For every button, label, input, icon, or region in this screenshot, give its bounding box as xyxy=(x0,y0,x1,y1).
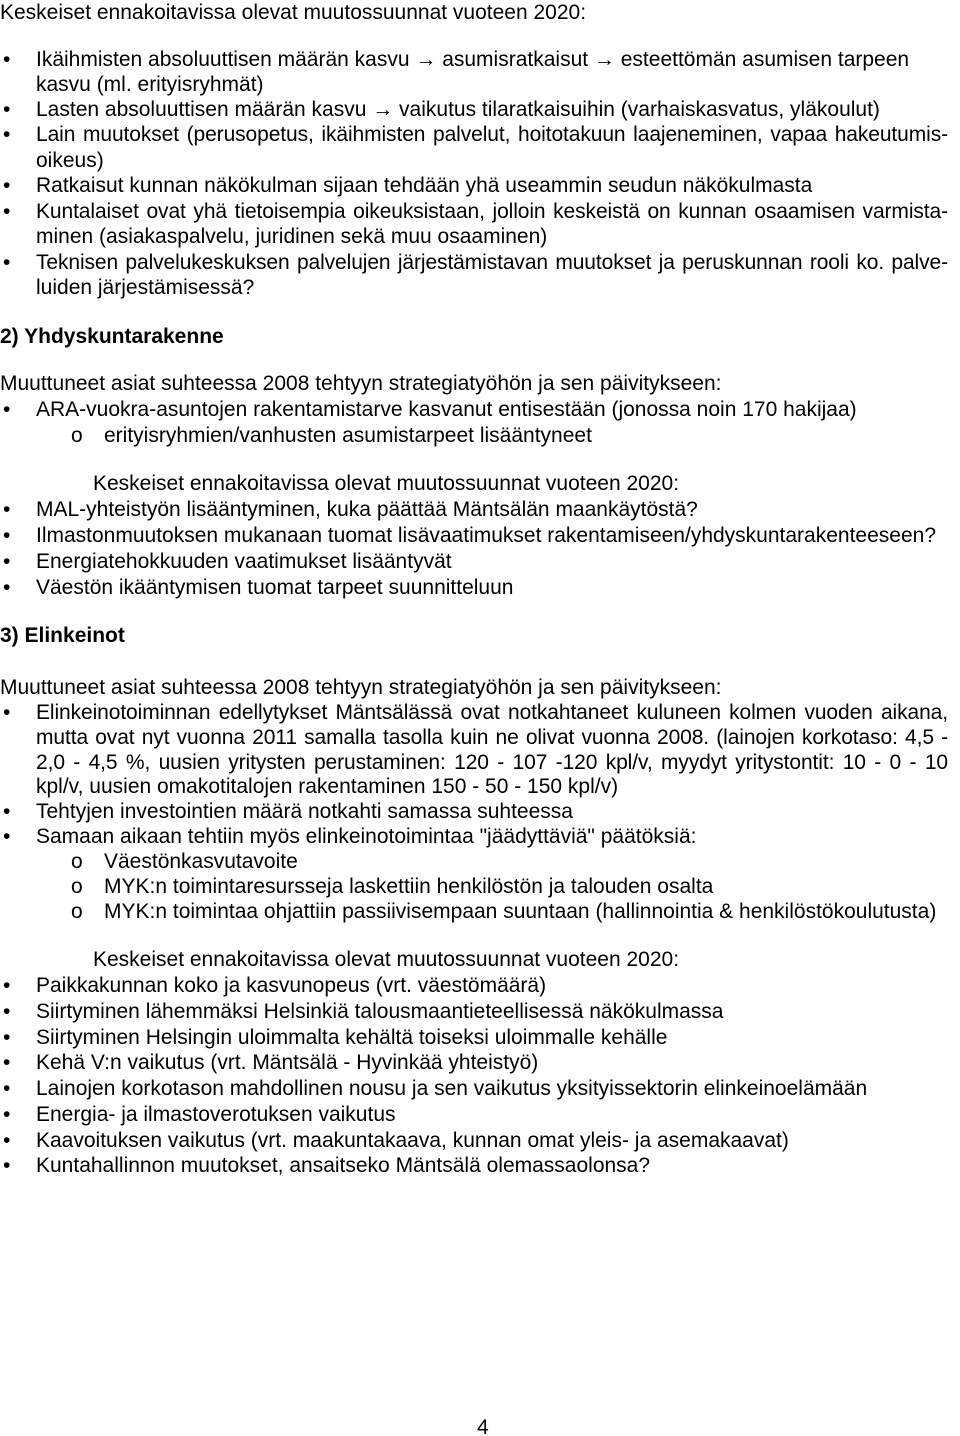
bullet-icon: • xyxy=(3,1154,11,1177)
bullet-icon: • xyxy=(3,398,11,421)
list-item-text: mutta ovat nyt vuonna 2011 samalla tasolla kuin ne olivat vuonna 2008. (lainojen korkotaso: 4,5 - xyxy=(36,726,948,749)
list-item-text: Kehä V:n vaikutus (vrt. Mäntsälä - Hyvinkää yhteistyö) xyxy=(36,1051,539,1074)
list-item-text: luiden järjestämisessä? xyxy=(36,276,255,299)
section-title: 2) Yhdyskuntarakenne xyxy=(0,325,224,348)
bullet-icon: • xyxy=(3,1103,11,1126)
sub-list-item-text: erityisryhmien/vanhusten asumistarpeet lisääntyneet xyxy=(104,424,592,447)
list-item-text: kasvu (ml. erityisryhmät) xyxy=(36,73,264,96)
list-item-text: kpl/v, uusien omakotitalojen rakentaminen 150 - 50 - 150 kpl/v) xyxy=(36,775,619,798)
list-item-text: Teknisen palvelukeskuksen palvelujen järjestämistavan muutokset ja peruskunnan rooli ko. palve- xyxy=(36,251,948,274)
bullet-icon: • xyxy=(3,1051,11,1074)
list-item-text: Ilmastonmuutoksen mukanaan tuomat lisävaatimukset rakentamiseen/yhdyskuntarakenteeseen? xyxy=(36,524,936,547)
list-item-text: Kuntalaiset ovat yhä tietoisempia oikeuksistaan, jolloin keskeistä on kunnan osaamisen varmista- xyxy=(36,200,948,223)
list-item-text: Väestön ikääntymisen tuomat tarpeet suunnitteluun xyxy=(36,576,514,599)
list-item-text: Elinkeinotoiminnan edellytykset Mäntsälässä ovat notkahtaneet kuluneen kolmen vuoden aikana, xyxy=(36,701,948,724)
bullet-icon: • xyxy=(3,251,11,274)
bullet-icon: • xyxy=(3,701,11,724)
list-item-text: Kuntahallinnon muutokset, ansaitseko Mäntsälä olemassaolonsa? xyxy=(36,1154,651,1177)
sub-bullet-icon: o xyxy=(71,424,83,447)
list-item-text: Tehtyjen investointien määrä notkahti samassa suhteessa xyxy=(36,800,573,823)
list-item-text: Ikäihmisten absoluuttisen määrän kasvu → asumisratkaisut → esteettömän asumisen tarpeen xyxy=(36,48,910,71)
list-item-text: Kaavoituksen vaikutus (vrt. maakuntakaava, kunnan omat yleis- ja asemakaavat) xyxy=(36,1129,789,1152)
sub-list-item-text: MYK:n toimintaa ohjattiin passiivisempaan suuntaan (hallinnointia & henkilöstökoulutusta) xyxy=(104,900,937,923)
list-item-text: Ratkaisut kunnan näkökulman sijaan tehdään yhä useammin seudun näkökulmasta xyxy=(36,174,813,197)
list-item-text: Lainojen korkotason mahdollinen nousu ja sen vaikutus yksityissektorin elinkeinoelämään xyxy=(36,1077,868,1100)
list-item-text: oikeus) xyxy=(36,149,104,172)
list-item-text: ARA-vuokra-asuntojen rakentamistarve kasvanut entisestään (jonossa noin 170 hakijaa) xyxy=(36,398,857,421)
list-item-text: minen (asiakaspalvelu, juridinen sekä muu osaaminen) xyxy=(36,225,548,248)
list-item-text: Lain muutokset (perusopetus, ikäihmisten palvelut, hoitotakuun laajeneminen, vapaa hakeutumis- xyxy=(36,123,948,146)
list-item-text: Siirtyminen Helsingin uloimmalta kehältä toiseksi uloimmalle kehälle xyxy=(36,1026,668,1049)
bullet-icon: • xyxy=(3,98,11,121)
bullet-icon: • xyxy=(3,524,11,547)
bullet-icon: • xyxy=(3,48,11,71)
section-heading: Keskeiset ennakoitavissa olevat muutossuunnat vuoteen 2020: xyxy=(0,1,587,24)
list-item-text: Samaan aikaan tehtiin myös elinkeinotoimintaa "jäädyttäviä" päätöksiä: xyxy=(36,825,697,848)
changes-heading: Muuttuneet asiat suhteessa 2008 tehtyyn strategiatyöhön ja sen päivitykseen: xyxy=(0,372,722,395)
list-item-text: Paikkakunnan koko ja kasvunopeus (vrt. väestömäärä) xyxy=(36,974,547,997)
sub-bullet-icon: o xyxy=(71,875,83,898)
bullet-icon: • xyxy=(3,1077,11,1100)
list-item-text: 2,0 - 4,5 %, uusien yritysten perustaminen: 120 - 107 -120 kpl/v, myydyt yritystontit: 10 - 0 - 10 xyxy=(36,751,948,774)
trends-heading: Keskeiset ennakoitavissa olevat muutossuunnat vuoteen 2020: xyxy=(93,948,680,971)
section-title: 3) Elinkeinot xyxy=(0,624,125,647)
bullet-icon: • xyxy=(3,200,11,223)
bullet-icon: • xyxy=(3,1000,11,1023)
bullet-icon: • xyxy=(3,800,11,823)
bullet-icon: • xyxy=(3,825,11,848)
changes-heading: Muuttuneet asiat suhteessa 2008 tehtyyn strategiatyöhön ja sen päivitykseen: xyxy=(0,676,722,699)
bullet-icon: • xyxy=(3,174,11,197)
sub-bullet-icon: o xyxy=(71,900,83,923)
list-item-text: Lasten absoluuttisen määrän kasvu → vaikutus tilaratkaisuihin (varhaiskasvatus, yläkoulut) xyxy=(36,98,880,121)
bullet-icon: • xyxy=(3,550,11,573)
list-item-text: MAL-yhteistyön lisääntyminen, kuka päättää Mäntsälän maankäytöstä? xyxy=(36,498,698,521)
list-item-text: Energiatehokkuuden vaatimukset lisääntyvät xyxy=(36,550,452,573)
page-number: 4 xyxy=(477,1416,489,1436)
bullet-icon: • xyxy=(3,498,11,521)
sub-list-item-text: Väestönkasvutavoite xyxy=(104,850,298,873)
bullet-icon: • xyxy=(3,576,11,599)
bullet-icon: • xyxy=(3,1026,11,1049)
sub-bullet-icon: o xyxy=(71,850,83,873)
trends-heading: Keskeiset ennakoitavissa olevat muutossuunnat vuoteen 2020: xyxy=(93,472,680,495)
bullet-icon: • xyxy=(3,123,11,146)
sub-list-item-text: MYK:n toimintaresursseja laskettiin henkilöstön ja talouden osalta xyxy=(104,875,714,898)
list-item-text: Energia- ja ilmastoverotuksen vaikutus xyxy=(36,1103,396,1126)
bullet-icon: • xyxy=(3,1129,11,1152)
list-item-text: Siirtyminen lähemmäksi Helsinkiä talousmaantieteellisessä näkökulmassa xyxy=(36,1000,724,1023)
bullet-icon: • xyxy=(3,974,11,997)
